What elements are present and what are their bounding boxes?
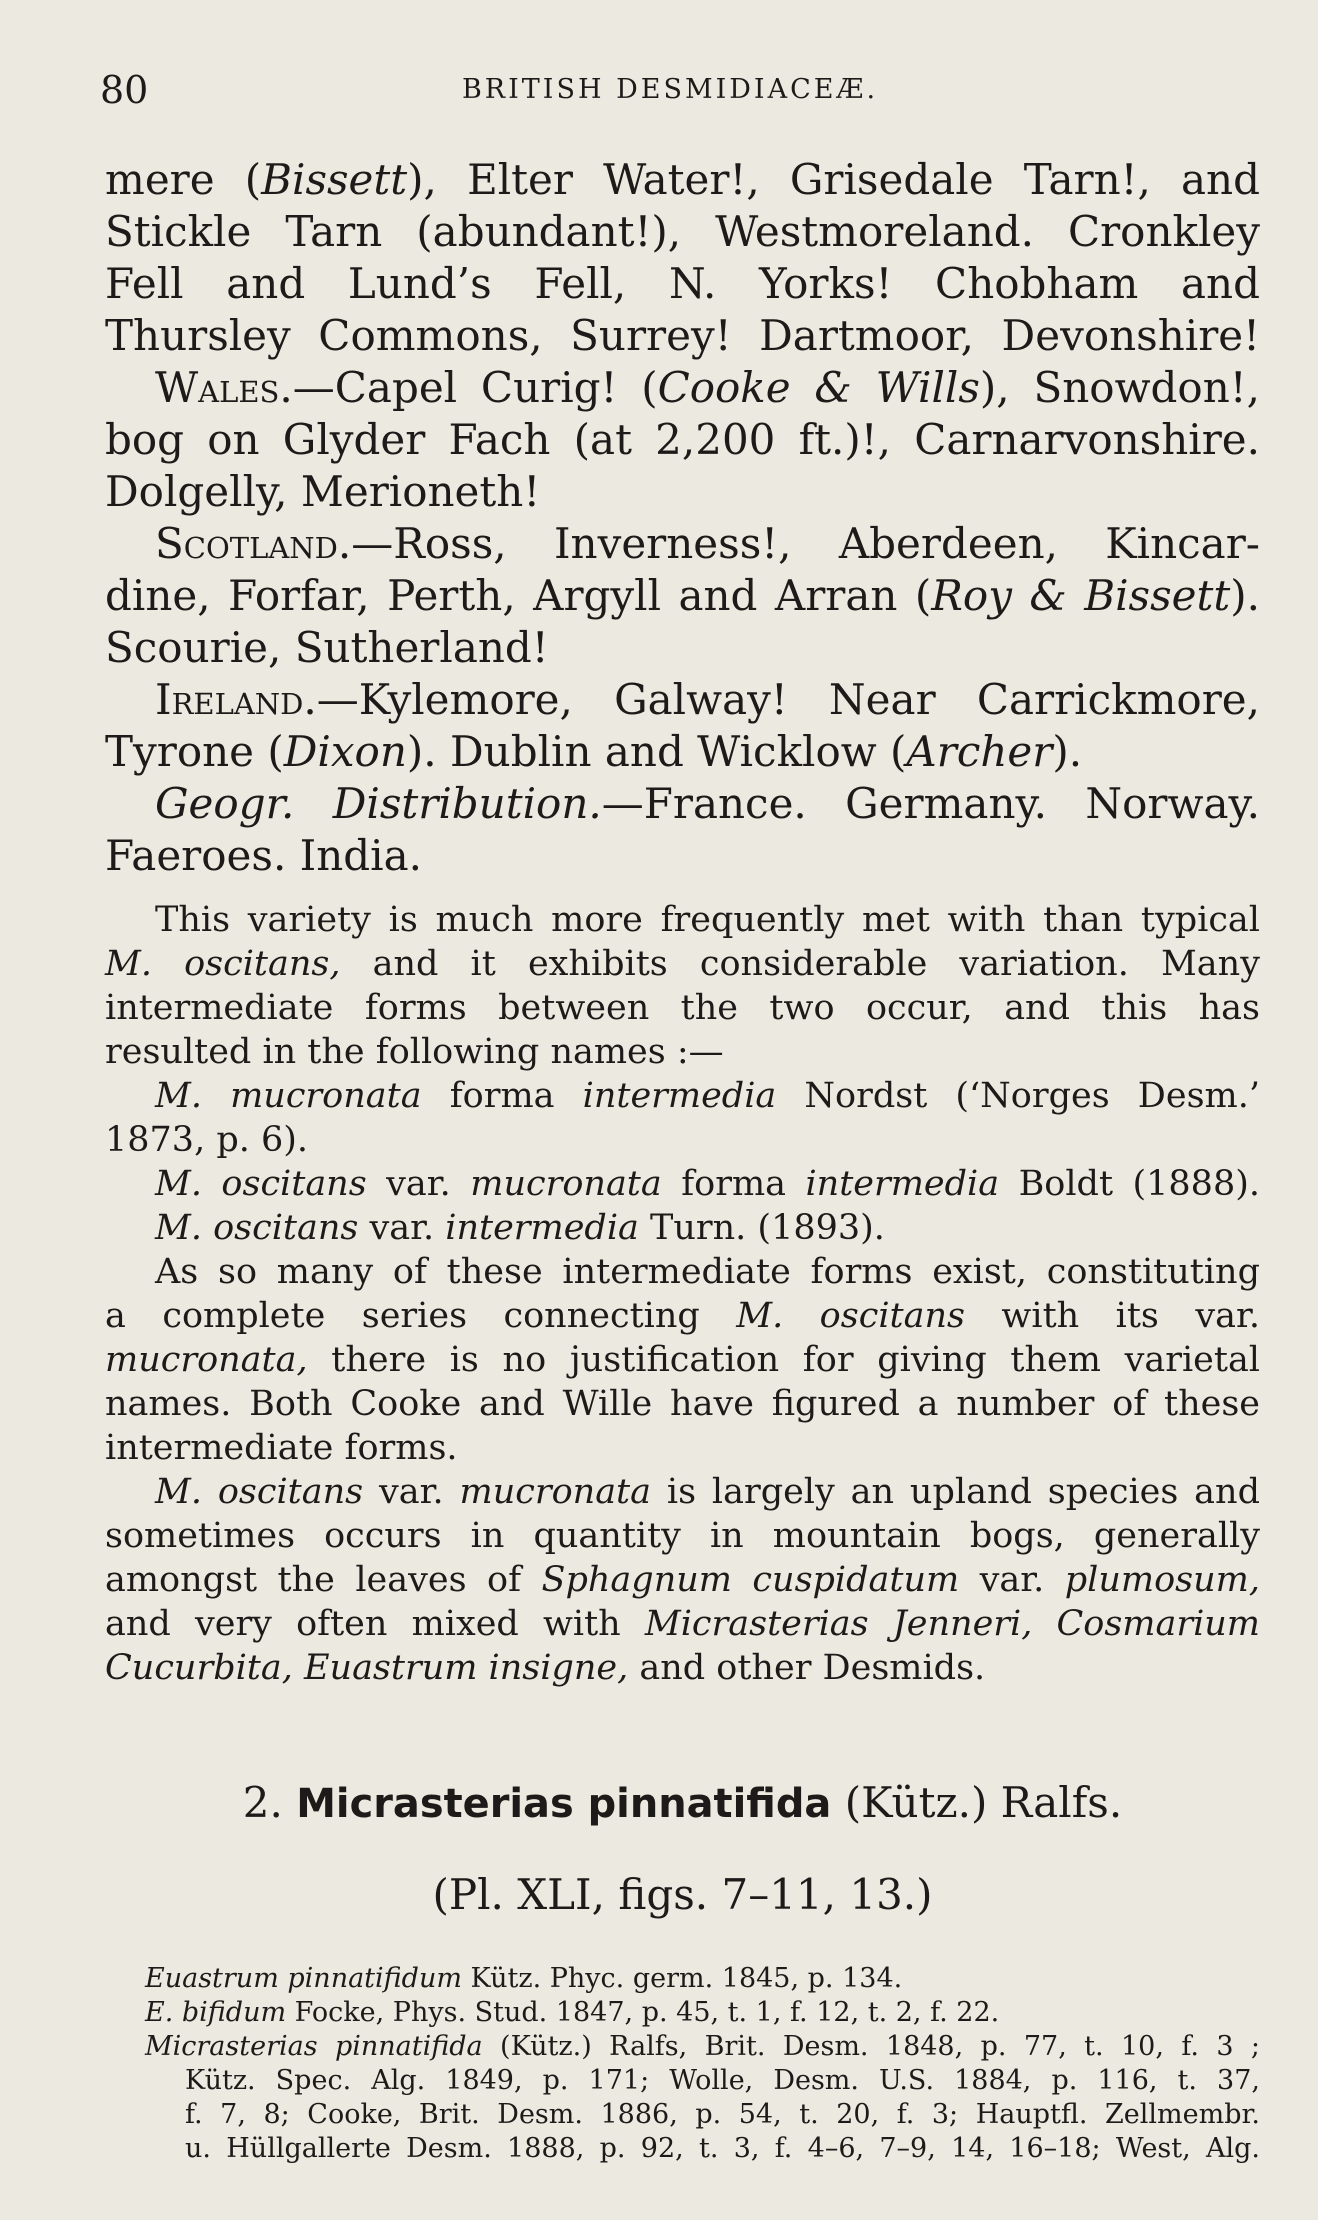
region-scotland: Scotland. xyxy=(155,519,352,568)
text-line: names. Both Cooke and Wille have figured a number of these xyxy=(105,1384,1260,1424)
geographic-distribution-label: Geogr. Distribution. xyxy=(155,779,602,828)
text-line: This variety is much more frequently met with than typical xyxy=(155,900,1260,940)
synonym-entry: E. bifidum Focke, Phys. Stud. 1847, p. 45, t. 1, f. 12, t. 2, f. 22. xyxy=(145,1997,1000,2028)
text-line: amongst the leaves of Sphagnum cuspidatum var. plumosum, xyxy=(105,1560,1260,1600)
species-title xyxy=(105,1778,1260,1827)
text-line: bog on Glyder Fach (at 2,200 ft.)!, Carnarvonshire. xyxy=(105,415,1260,464)
synonym-continuation: f. 7, 8; Cooke, Brit. Desm. 1886, p. 54, t. 20, f. 3; Hauptfl. Zellmembr. xyxy=(185,2099,1260,2130)
text-line: intermediate forms between the two occur, and this has xyxy=(105,988,1260,1028)
text-line: 1873, p. 6). xyxy=(105,1120,309,1160)
text-line: resulted in the following names :— xyxy=(105,1032,724,1072)
text-line: Faeroes. India. xyxy=(105,831,423,880)
running-title: BRITISH DESMIDIACEÆ. xyxy=(461,74,879,105)
text-line: intermediate forms. xyxy=(105,1428,458,1468)
text-line: Scotland.—Ross, Inverness!, Aberdeen, Kincar- xyxy=(155,519,1260,568)
region-wales: Wales. xyxy=(155,363,293,412)
text-line: Dolgelly, Merioneth! xyxy=(105,467,541,516)
text-line: M. oscitans var. mucronata is largely an upland species and xyxy=(155,1472,1260,1512)
text-line: a complete series connecting M. oscitans with its var. xyxy=(105,1296,1260,1336)
text-line: mucronata, there is no justification for giving them varietal xyxy=(105,1340,1260,1380)
text-line: M. mucronata forma intermedia Nordst (‘Norges Desm.’ xyxy=(155,1076,1260,1116)
text-line: dine, Forfar, Perth, Argyll and Arran (Roy & Bissett). xyxy=(105,571,1260,620)
synonym-entry: Euastrum pinnatifidum Kütz. Phyc. germ. 1845, p. 134. xyxy=(145,1963,903,1994)
region-ireland: Ireland. xyxy=(155,675,317,724)
species-name: Micrasterias pinnatifida xyxy=(296,1781,832,1827)
text-line: mere (Bissett), Elter Water!, Grisedale Tarn!, and xyxy=(105,155,1260,204)
species-number: 2. xyxy=(242,1778,283,1827)
text-line: Fell and Lund’s Fell, N. Yorks! Chobham and xyxy=(105,259,1260,308)
text-line: M. oscitans, and it exhibits considerable variation. Many xyxy=(105,944,1260,984)
page-number: 80 xyxy=(100,68,149,112)
text-line: Ireland.—Kylemore, Galway! Near Carrickmore, xyxy=(155,675,1260,724)
text-line: Wales.—Capel Curig! (Cooke & Wills), Snowdon!, xyxy=(155,363,1260,412)
text-line: Thursley Commons, Surrey! Dartmoor, Devonshire! xyxy=(105,311,1260,360)
text-line: Cucurbita, Euastrum insigne, and other Desmids. xyxy=(105,1648,986,1688)
text-line: Scourie, Sutherland! xyxy=(105,623,549,672)
text-line: Geogr. Distribution.—France. Germany. Norway. xyxy=(155,779,1260,828)
synonym-continuation: u. Hüllgallerte Desm. 1888, p. 92, t. 3, f. 4–6, 7–9, 14, 16–18; West, Alg. xyxy=(185,2133,1260,2164)
page-header xyxy=(100,68,1240,118)
text-line: M. oscitans var. mucronata forma intermedia Boldt (1888). xyxy=(155,1164,1260,1204)
species-author: (Kütz.) Ralfs. xyxy=(831,1778,1123,1827)
text-line: and very often mixed with Micrasterias Jenneri, Cosmarium xyxy=(105,1604,1260,1644)
text-line: As so many of these intermediate forms exist, constituting xyxy=(155,1252,1260,1292)
text-line: Stickle Tarn (abundant!), Westmoreland. Cronkley xyxy=(105,207,1260,256)
plate-reference: (Pl. XLI, figs. 7–11, 13.) xyxy=(432,1870,933,1919)
text-line: M. oscitans var. intermedia Turn. (1893). xyxy=(155,1208,885,1248)
text-line: Tyrone (Dixon). Dublin and Wicklow (Archer). xyxy=(105,727,1083,776)
synonym-continuation: Kütz. Spec. Alg. 1849, p. 171; Wolle, Desm. U.S. 1884, p. 116, t. 37, xyxy=(185,2065,1260,2096)
synonym-entry: Micrasterias pinnatifida (Kütz.) Ralfs, Brit. Desm. 1848, p. 77, t. 10, f. 3 ; xyxy=(145,2031,1261,2062)
text-line: sometimes occurs in quantity in mountain bogs, generally xyxy=(105,1516,1260,1556)
